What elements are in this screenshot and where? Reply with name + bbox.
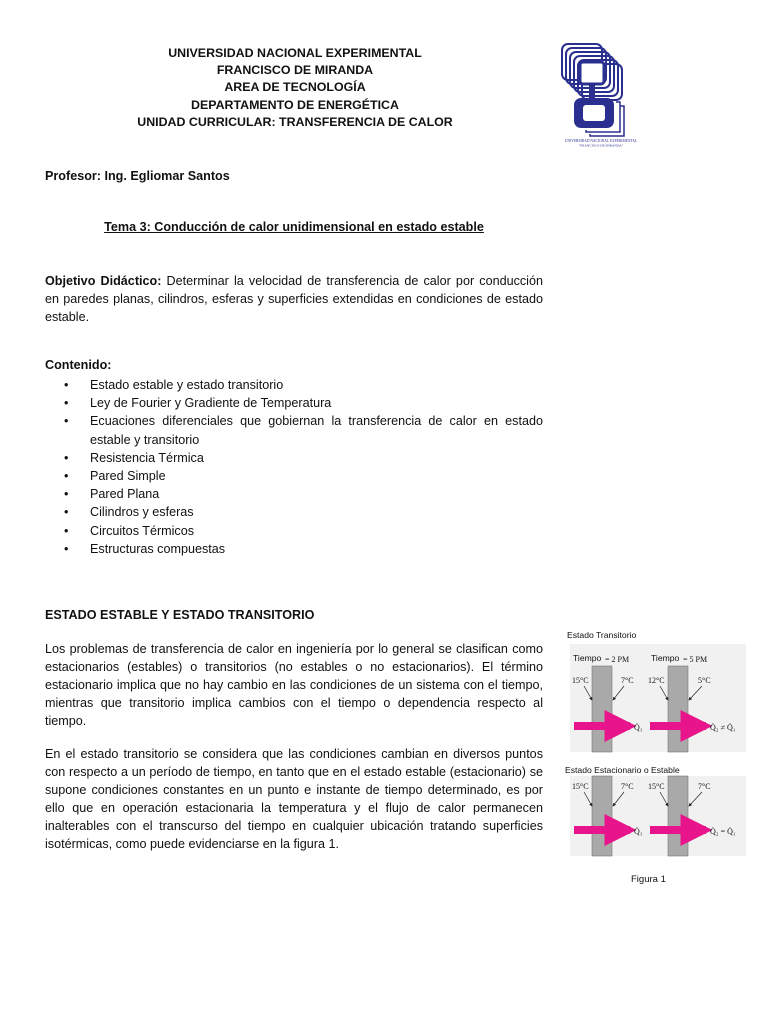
list-item: • Estado estable y estado transitorio (45, 376, 543, 394)
wall-top-right (668, 666, 688, 752)
logo-caption-line1: UNIVERSIDAD NACIONAL EXPERIMENTAL (564, 139, 638, 143)
q1-label-2: Q̇₁ (634, 827, 643, 836)
university-logo (556, 40, 646, 148)
figure-caption: Figura 1 (631, 874, 666, 885)
wall-top-left (592, 666, 612, 752)
tiempo-label-1: Tiempo (573, 653, 602, 663)
header-line-university: UNIVERSIDAD NACIONAL EXPERIMENTAL (168, 46, 422, 60)
time-5pm: = 5 PM (683, 655, 708, 664)
bullet-icon: • (64, 523, 69, 538)
q-eq-label: Q̇₂ = Q̇₁ (710, 827, 736, 836)
header-line-department: DEPARTAMENTO DE ENERGÉTICA (191, 97, 399, 112)
contents-list (45, 376, 543, 558)
temp-left-1: 15°C (572, 676, 589, 685)
header-line-francisco: FRANCISCO DE MIRANDA (216, 63, 374, 78)
tiempo-label-2: Tiempo (651, 653, 680, 663)
section-paragraph-1: Los problemas de transferencia de calor en ingeniería por lo general se clasifican como estacionarios (estables) o transitorios (no estables o no estacionarios). El término estacionario implica que no hay cambio en las condiciones de un sistema con el tiempo, mientras que transitorio implica cambios con el tiempo o dependencia respecto al tiempo. (45, 642, 543, 728)
bullet-icon: • (64, 396, 69, 411)
bullet-icon: • (64, 469, 69, 484)
figure-steady-vs-transient (564, 628, 746, 858)
temp-right-2: 5°C (698, 676, 711, 685)
bullet-icon: • (64, 505, 69, 520)
temp-left-3: 15°C (572, 782, 589, 791)
list-item: • Resistencia Térmica (45, 449, 543, 467)
time-2pm: = 2 PM (605, 655, 630, 664)
objective-paragraph (45, 273, 543, 326)
figure-title-steady: Estado Estacionario o Estable (565, 765, 680, 775)
list-item: • Ecuaciones diferenciales que gobiernan la transferencia de calor en estado estable y transitorio (64, 414, 543, 447)
logo-caption-line2: "FRANCISCO DE MIRANDA" (578, 143, 624, 148)
bullet-icon: • (64, 378, 69, 392)
professor-name: Profesor: Ing. Egliomar Santos (45, 169, 230, 183)
q-neq-label: Q̇₂ ≠ Q̇₁ (710, 723, 736, 732)
section-paragraph-2: En el estado transitorio se considera que las condiciones cambian en diversos puntos con respecto a un período de tiempo, en tanto que en el estado estable (estacionario) se supone condiciones constantes en un punto e instante de tiempo determinado, es por ello que en operación estacionaria la temperatura y el flujo de calor permanecen inalterables con el transcurso del tiempo en cualquier ubicación tratando superficies isotérmicas, como puede evidenciarse en la figura 1. (45, 747, 543, 851)
header-line-course: UNIDAD CURRICULAR: TRANSFERENCIA DE CALOR (137, 114, 453, 129)
bullet-icon: • (64, 450, 69, 465)
header-line-area: AREA DE TECNOLOGÍA (224, 80, 366, 95)
list-item: • Cilindros y esferas (45, 503, 543, 521)
wall-bottom-left (592, 776, 612, 856)
contents-title: Contenido: (45, 358, 112, 372)
list-item: • Estructuras compuestas (45, 540, 543, 558)
list-item: • Pared Plana (45, 485, 543, 503)
list-item: • Pared Simple (45, 467, 543, 485)
objective-label: Objetivo Didáctico: (45, 274, 162, 288)
bullet-icon: • (64, 487, 69, 502)
temp-right-4: 7°C (698, 782, 711, 791)
list-item: • Circuitos Térmicos (45, 522, 543, 540)
section-title: ESTADO ESTABLE Y ESTADO TRANSITORIO (45, 608, 315, 622)
q1-label-1: Q̇₁ (634, 723, 643, 732)
bullet-icon: • (64, 541, 69, 556)
wall-bottom-right (668, 776, 688, 856)
topic-title: Tema 3: Conducción de calor unidimensional en estado estable (104, 220, 484, 234)
list-item: • Ley de Fourier y Gradiente de Temperatura (45, 394, 543, 412)
temp-left-2: 12°C (648, 676, 665, 685)
bullet-icon: • (64, 414, 69, 429)
figure-title-transient: Estado Transitorio (567, 630, 637, 640)
objective-text: Determinar la velocidad de transferencia de calor por conducción en paredes planas, cilindros, esferas y superficies extendidas en condiciones de estado estable. (45, 274, 543, 324)
institution-header (130, 45, 460, 131)
temp-right-1: 7°C (621, 676, 634, 685)
temp-right-3: 7°C (621, 782, 634, 791)
temp-left-4: 15°C (648, 782, 665, 791)
